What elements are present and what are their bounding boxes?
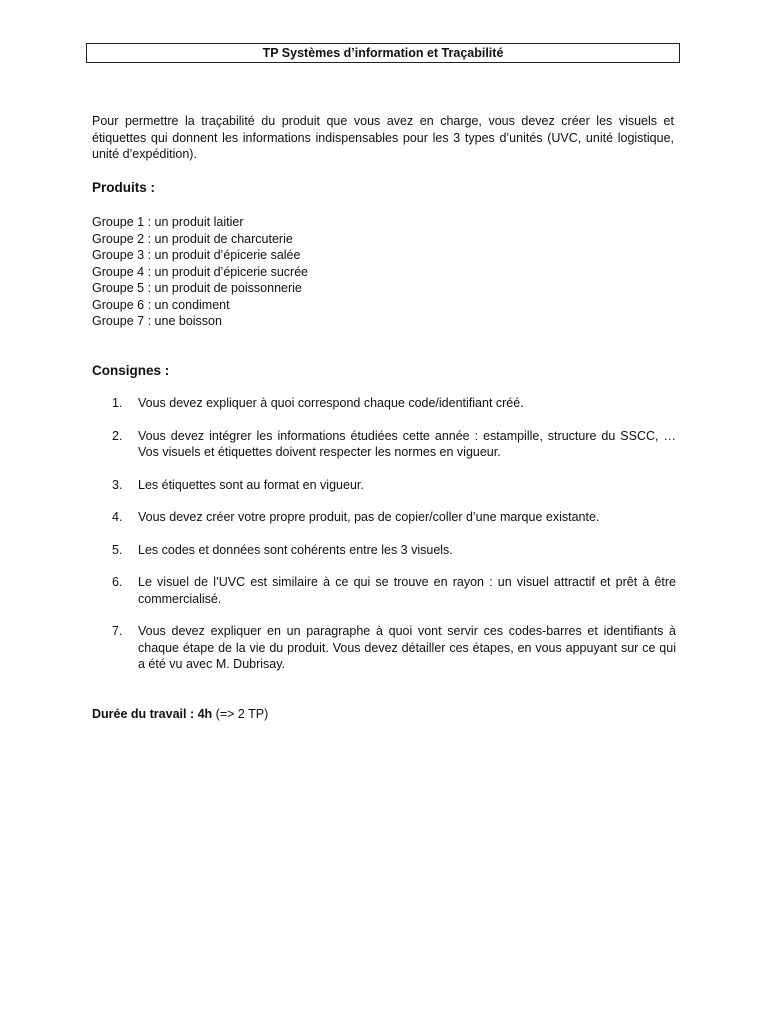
product-groups-list	[92, 214, 308, 330]
consignes-list	[92, 395, 676, 689]
work-duration-label: Durée du travail : 4h	[92, 707, 213, 721]
list-item-text: Vous devez créer votre propre produit, pas de copier/coller d’une marque existante.	[138, 510, 600, 524]
list-item	[92, 477, 676, 494]
list-item	[92, 428, 676, 461]
list-item: Groupe 3 : un produit d’épicerie salée	[92, 248, 301, 262]
list-item-text: Vous devez expliquer à quoi correspond chaque code/identifiant créé.	[138, 396, 524, 410]
work-duration	[92, 707, 268, 721]
list-item: Groupe 1 : un produit laitier	[92, 215, 244, 229]
list-item	[92, 623, 676, 673]
intro-paragraph: Pour permettre la traçabilité du produit que vous avez en charge, vous devez créer les visuels et étiquettes qui donnent les informations indispensables pour les 3 types d’unités (UVC, unité logistique, unité d’expédition).	[92, 114, 674, 161]
list-item-number: 4.	[112, 510, 123, 524]
list-item-number: 5.	[112, 542, 123, 557]
list-item	[92, 509, 676, 526]
list-item: Groupe 2 : un produit de charcuterie	[92, 231, 293, 246]
list-item-text: Le visuel de l’UVC est similaire à ce qui se trouve en rayon : un visuel attractif et prêt à être commercialisé.	[138, 575, 676, 606]
consignes-heading: Consignes :	[92, 363, 170, 378]
products-heading: Produits :	[92, 180, 155, 195]
list-item	[92, 574, 676, 607]
list-item: Groupe 7 : une boisson	[92, 314, 222, 328]
list-item	[92, 395, 676, 412]
document-title	[86, 43, 680, 63]
list-item-text: Vous devez expliquer en un paragraphe à quoi vont servir ces codes-barres et identifiants à chaque étape de la vie du produit. Vous devez détailler ces étapes, en vous appuyant sur ce qui a été vu avec M. Dubrisay.	[138, 624, 676, 671]
list-item: Groupe 5 : un produit de poissonnerie	[92, 281, 302, 295]
list-item-text: Les codes et données sont cohérents entre les 3 visuels.	[138, 542, 453, 557]
list-item-number: 6.	[112, 575, 123, 589]
list-item-number: 1.	[112, 396, 123, 410]
work-duration-detail: (=> 2 TP)	[212, 707, 269, 721]
list-item	[92, 542, 676, 559]
list-item: Groupe 4 : un produit d’épicerie sucrée	[92, 264, 309, 279]
list-item-number: 3.	[112, 477, 123, 492]
list-item-text: Les étiquettes sont au format en vigueur.	[138, 477, 364, 492]
list-item-number: 2.	[112, 428, 123, 443]
list-item: Groupe 6 : un condiment	[92, 297, 230, 312]
list-item-text: Vous devez intégrer les informations étudiées cette année : estampille, structure du SSCC, … Vos visuels et étiquettes doivent respecter les normes en vigueur.	[138, 428, 676, 459]
document-title-text: TP Systèmes d’information et Traçabilité	[262, 46, 504, 60]
list-item-number: 7.	[112, 624, 123, 638]
